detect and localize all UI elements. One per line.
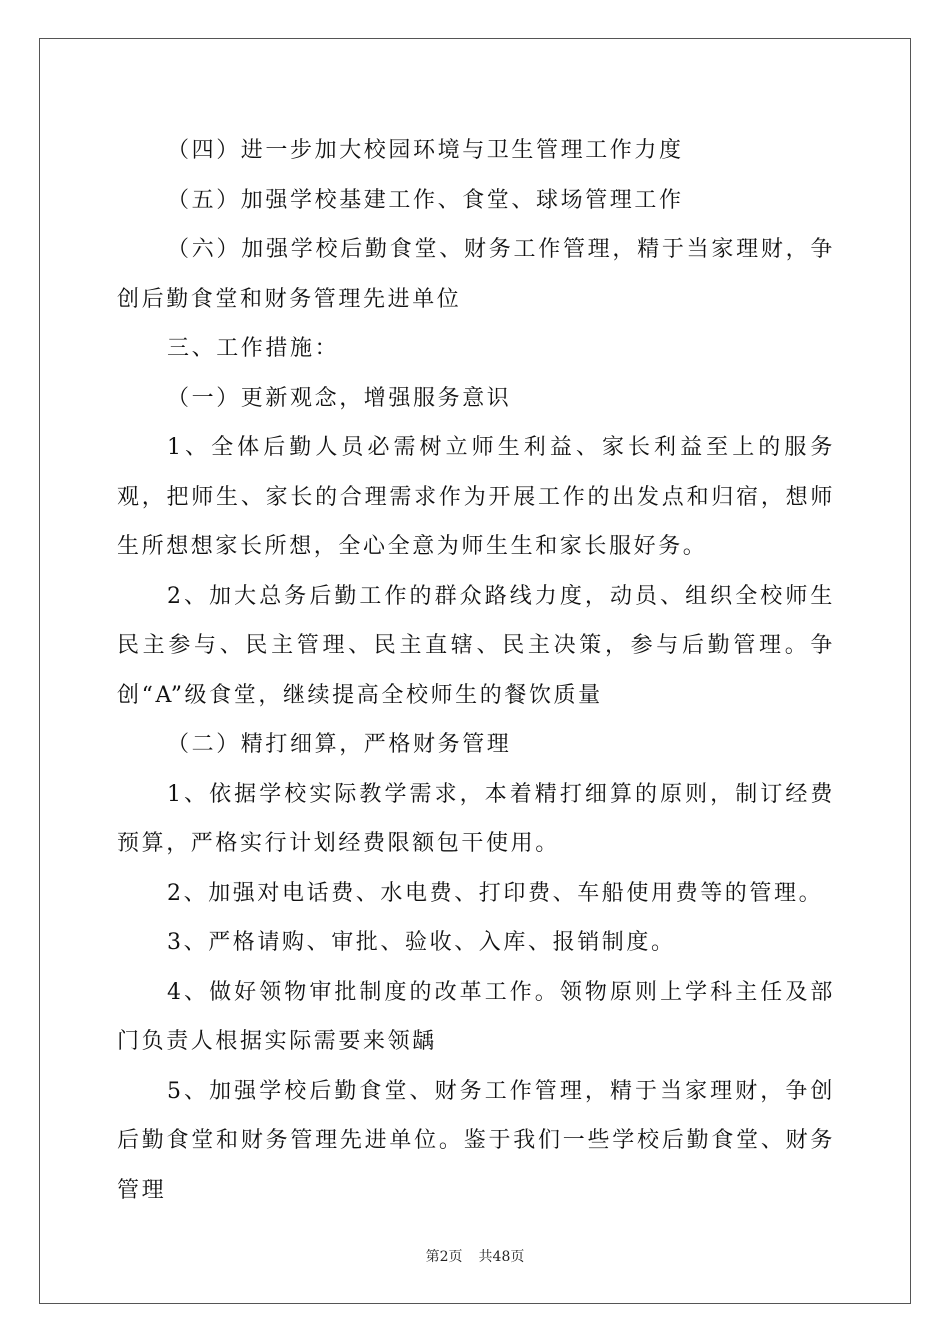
paragraph: 1、依据学校实际教学需求，本着精打细算的原则，制订经费预算，严格实行计划经费限额包干使用。 — [117, 781, 835, 856]
paragraph: 2、加强对电话费、水电费、打印费、车船使用费等的管理。 — [167, 880, 824, 906]
page-total: 共48页 — [478, 1249, 525, 1265]
paragraph: 2、加大总务后勤工作的群众路线力度，动员、组织全校师生民主参与、民主管理、民主直辖、民主决策，参与后勤管理。争创“A”级食堂，继续提高全校师生的餐饮质量 — [117, 583, 835, 708]
paragraph: 4、做好领物审批制度的改革工作。领物原则上学科主任及部门负责人根据实际需要来领龋 — [117, 979, 835, 1054]
page-number: 第2页 — [425, 1249, 463, 1265]
paragraph: 1、全体后勤人员必需树立师生利益、家长利益至上的服务观，把师生、家长的合理需求作为开展工作的出发点和归宿，想师生所想想家长所想，全心全意为师生生和家长服好务。 — [117, 435, 835, 559]
paragraph: 3、严格请购、审批、验收、入库、报销制度。 — [167, 930, 676, 955]
section-heading: 三、工作措施： — [167, 336, 340, 361]
paragraph: （四）进一步加大校园环境与卫生管理工作力度 — [167, 138, 684, 163]
page-footer — [0, 1246, 950, 1266]
document-body — [117, 126, 835, 1215]
paragraph: （六）加强学校后勤食堂、财务工作管理，精于当家理财，争创后勤食堂和财务管理先进单位 — [117, 237, 835, 312]
paragraph: （五）加强学校基建工作、食堂、球场管理工作 — [167, 187, 684, 213]
subsection-heading: （一）更新观念，增强服务意识 — [167, 385, 512, 411]
paragraph: 5、加强学校后勤食堂、财务工作管理，精于当家理财，争创后勤食堂和财务管理先进单位。鉴于我们一些学校后勤食堂、财务管理 — [117, 1078, 835, 1203]
subsection-heading: （二）精打细算，严格财务管理 — [167, 732, 512, 757]
